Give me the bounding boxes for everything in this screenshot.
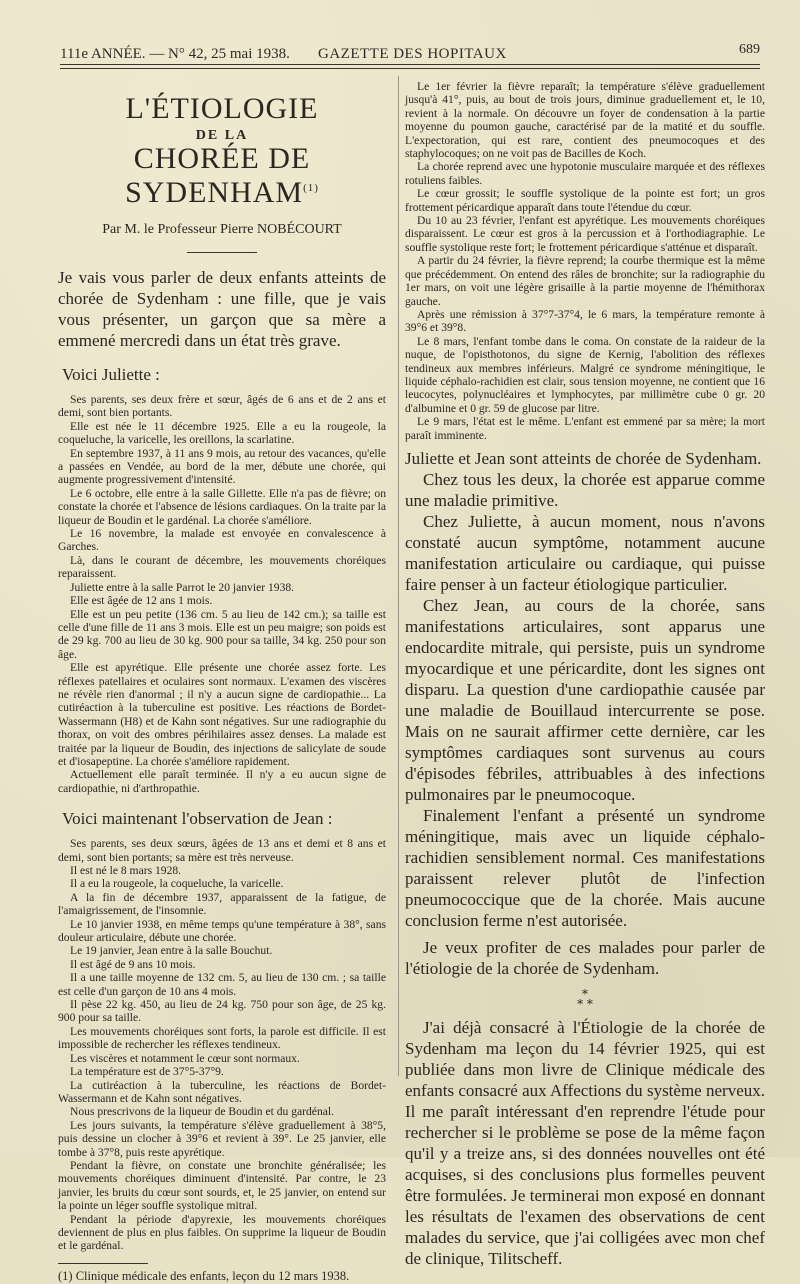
obs-paragraph: En septembre 1937, à 11 ans 9 mois, au retour des vacances, qu'elle a passées en Vendée, au bord de la mer, débute une chorée, qui augmente progressivement d'intensité. — [58, 446, 386, 487]
title-main: CHORÉE DE SYDENHAM — [125, 142, 311, 209]
author-line: Par M. le Professeur Pierre NOBÉCOURT — [102, 222, 342, 237]
title-line-2: DE LA — [195, 128, 249, 143]
right-column — [405, 80, 765, 1269]
body-paragraph: Je veux profiter de ces malades pour parler de l'étiologie de la chorée de Sydenham. — [405, 937, 765, 978]
jean-observation — [58, 837, 386, 1253]
footnote-rule — [58, 1263, 148, 1264]
obs-paragraph: Le 10 janvier 1938, en même temps qu'une température à 38°, sans douleur articulaire, débute une chorée. — [58, 917, 386, 945]
obs-paragraph: Actuellement elle paraît terminée. Il n'y a eu aucun signe de cardiopathie, ni d'arthropathie. — [58, 768, 386, 795]
jean-heading: Voici maintenant l'observation de Jean : — [62, 809, 333, 829]
obs-paragraph: La chorée reprend avec une hypotonie musculaire marquée et des réflexes rotuliens faibles. — [405, 160, 765, 187]
obs-paragraph: Les viscères et notamment le cœur sont normaux. — [70, 1051, 300, 1065]
obs-paragraph: Le 8 mars, l'enfant tombe dans le coma. On constate de la raideur de la nuque, de l'opisthotonos, du signe de Kernig, l'abolition des réflexes tendineux aux membres inférieurs. Malgré ce syndrome méningitique, le liquide céphalo-rachidien est clair, sous tension moyenne, ne contient que 16 leucocytes, polynucléaires et lymphocytes, par millimètre cube 0 gr. 20 d'albumine et 0 gr. 59 de glucose par litre. — [405, 334, 765, 415]
obs-paragraph: Il est âgé de 9 ans 10 mois. — [70, 957, 196, 971]
intro-paragraph: Je vais vous parler de deux enfants atteints de chorée de Sydenham : une fille, que je vais vous présenter, un garçon que sa mère a emmené mercredi dans un état très grave. — [58, 268, 386, 350]
header-rule — [60, 64, 760, 65]
header-rule-double — [60, 68, 760, 69]
obs-paragraph: Elle est âgée de 12 ans 1 mois. — [70, 594, 213, 608]
obs-paragraph: Elle est née le 11 décembre 1925. Elle a eu la rougeole, la coqueluche, la varicelle, les oreillons, la scarlatine. — [58, 419, 386, 447]
page-header — [60, 42, 760, 66]
obs-paragraph: Juliette entre à la salle Parrot le 20 janvier 1938. — [70, 580, 295, 594]
juliette-heading: Voici Juliette : — [62, 365, 160, 384]
body-paragraph: Chez tous les deux, la chorée est apparue comme une maladie primitive. — [405, 469, 765, 510]
obs-paragraph: Là, dans le courant de décembre, les mouvements choréiques reparaissent. — [58, 553, 386, 581]
obs-paragraph: Il a une taille moyenne de 132 cm. 5, au lieu de 130 cm. ; sa taille est celle d'un garçon de 10 ans 4 mois. — [58, 971, 386, 998]
juliette-observation — [58, 393, 386, 795]
obs-paragraph: A la fin de décembre 1937, apparaissent de la fatigue, de l'amaigrissement, de l'insomnie. — [58, 890, 386, 918]
obs-paragraph: Il a eu la rougeole, la coqueluche, la varicelle. — [70, 877, 284, 891]
obs-paragraph: Il pèse 22 kg. 450, au lieu de 24 kg. 750 pour son âge, de 25 kg. 900 pour sa taille. — [58, 998, 386, 1025]
obs-paragraph: Elle est apyrétique. Elle présente une chorée assez forte. Les réflexes patellaires et oculaires sont normaux. L'examen des viscères ne révèle rien d'anormal ; il n'y a aucun signe de cardiopathie... La cutiréaction à la tuberculine est positive. Les réactions de Bordet-Wassermann (H8) et de Kahn sont négatives. Sur une radiographie du thorax, on voit des ombres périhilaires assez denses. La malade est traitée par la liqueur de Boudin, des injections de salicylate de soude et d'iosapeptine. La chorée s'améliore rapidement. — [58, 661, 386, 768]
section-asterism: * * * — [577, 986, 593, 1011]
jean-observation-continued — [405, 80, 765, 442]
obs-paragraph: Nous prescrivons de la liqueur de Boudin et du gardénal. — [70, 1105, 335, 1119]
left-column — [58, 80, 386, 1284]
column-separator — [398, 76, 399, 1076]
obs-paragraph: Le 19 janvier, Jean entre à la salle Bouchut. — [70, 944, 273, 958]
obs-paragraph: Ses parents, ses deux sœurs, âgées de 13 ans et demi et 8 ans et demi, sont bien portants; sa mère est très nerveuse. — [58, 837, 386, 864]
obs-paragraph: Après une rémission à 37°7-37°4, le 6 mars, la température remonte à 39°6 et 39°8. — [405, 307, 765, 335]
obs-paragraph: Le 9 mars, l'état est le même. L'enfant est emmené par sa mère; la mort paraît imminente. — [405, 415, 765, 442]
title-line-1: L'ÉTIOLOGIE — [125, 92, 319, 125]
obs-paragraph: Il est né le 8 mars 1928. — [70, 864, 182, 877]
obs-paragraph: Pendant la période d'apyrexie, les mouvements choréiques deviennent de plus en plus faibles. On supprime la liqueur de Boudin et le gardénal. — [58, 1212, 386, 1253]
obs-paragraph: Du 10 au 23 février, l'enfant est apyrétique. Les mouvements choréiques disparaissent. Le cœur est gros à la percussion et à l'orthodiagraphie. Le souffle systolique reste fort; le frottement péricardique s'atténue et disparaît. — [405, 214, 765, 254]
page-number: 689 — [739, 42, 760, 57]
body-paragraph: Finalement l'enfant a présenté un syndrome méningitique, mais avec un liquide céphalo-rachidien sensiblement normal. Ces manifestations paraissent relever plutôt de l'infection pneumococcique que de la chorée. Mais aucune conclusion ferme n'est autorisée. — [405, 805, 765, 930]
title-line-3 — [58, 142, 386, 210]
obs-paragraph: Le 6 octobre, elle entre à la salle Gillette. Elle n'a pas de fièvre; on constate la chorée et l'absence de lésions cardiaques. On la traite par la liqueur de Boudin et le gardénal. La chorée s'améliore. — [58, 486, 386, 527]
article-title-block — [58, 92, 386, 253]
journal-title: GAZETTE DES HOPITAUX — [318, 46, 507, 62]
footnote: (1) Clinique médicale des enfants, leçon du 12 mars 1938. — [58, 1268, 350, 1283]
obs-paragraph: La cutiréaction à la tuberculine, les réactions de Bordet-Wassermann et de Kahn sont négatives. — [58, 1078, 386, 1105]
obs-paragraph: Ses parents, ses deux frère et sœur, âgés de 6 ans et de 2 ans et demi, sont bien portants. — [58, 393, 386, 420]
issue-line: 111e ANNÉE. — N° 42, 25 mai 1938. — [60, 46, 290, 62]
obs-paragraph: Pendant la fièvre, on constate une bronchite généralisée; les mouvements choréiques diminuent d'intensité. Par contre, le 23 janvier, les bruits du cœur sont sourds, et, le 25 janvier, on entend sur la pointe un léger souffle systolique mitral. — [58, 1158, 386, 1213]
title-footnote-ref: (1) — [303, 182, 319, 194]
title-rule — [187, 252, 257, 253]
obs-paragraph: Le cœur grossit; le souffle systolique de la pointe est fort; un gros frottement péricardique apparaît dans toute l'étendue du cœur. — [405, 187, 765, 214]
body-paragraph: Chez Juliette, à aucun moment, nous n'avons constaté aucun symptôme, notamment aucune manifestation articulaire ou cardiaque, qui puisse faire penser à un facteur étiologique particulier. — [405, 511, 765, 594]
obs-paragraph: Elle est un peu petite (136 cm. 5 au lieu de 142 cm.); sa taille est celle d'une fille de 11 ans 3 mois. Elle est un peu maigre; son poids est de 29 kg. 700 au lieu de 30 kg. 900 pour sa taille, 34 kg. 250 pour son âge. — [58, 607, 386, 661]
obs-paragraph: A partir du 24 février, la fièvre reprend; la courbe thermique est la même que précédemment. On entend des râles de bronchite; sur la radiographie du 1er mars, on voit une légère grisaille à la partie moyenne de l'hémithorax gauche. — [405, 254, 765, 308]
obs-paragraph: La température est de 37°5-37°9. — [70, 1065, 224, 1079]
obs-paragraph: Le 1er février la fièvre reparaît; la température s'élève graduellement jusqu'à 41°, puis, au bout de trois jours, diminue graduellement et, le 10, revient à la normale. On découvre un foyer de condensation à la partie moyenne du poumon gauche, caractérisé par de la matité et du souffle. L'expectoration, qui est rare, contient des pneumocoques et des staphylocoques; on ne voit pas de Bacilles de Koch. — [405, 80, 765, 161]
body-paragraph: Chez Jean, au cours de la chorée, sans manifestations articulaires, sont apparus une endocardite mitrale, qui persiste, puis un syndrome myocardique et une péricardite, dont les signes ont disparu. La question d'une cardiopathie causée par une maladie de Bouillaud intercurrente se pose. Mais on ne saurait affirmer cette dernière, car les symptômes cardiaques sont survenus au cours d'épisodes fébriles, attribuables à des infections pulmonaires par le pneumocoque. — [405, 595, 765, 804]
body-paragraph: J'ai déjà consacré à l'Étiologie de la chorée de Sydenham ma leçon du 14 février 1925, qui est publiée dans mon livre de Clinique médicale des enfants consacré aux Affections du système nerveux. Il me paraît intéressant d'en reprendre l'étude pour rechercher si le problème se pose de la même façon qu'il y a treize ans, si des données nouvelles ont été acquises, si des conclusions plus formelles peuvent être formulées. Je terminerai mon exposé en donnant les résultats de l'examen des observations de cent malades du service, que j'ai colligées avec mon chef de clinique, Tilitscheff. — [405, 1017, 765, 1268]
obs-paragraph: Le 16 novembre, la malade est envoyée en convalescence à Garches. — [58, 527, 386, 554]
obs-paragraph: Les mouvements choréiques sont forts, la parole est difficile. Il est impossible de rechercher les réflexes tendineux. — [58, 1024, 386, 1052]
summary-paragraph: Juliette et Jean sont atteints de chorée de Sydenham. — [405, 448, 762, 468]
obs-paragraph: Les jours suivants, la température s'élève graduellement à 38°5, puis dessine un clocher à 39°6 et revient à 39°. Le 25 janvier, elle tombe à 37°8, puis reste apyrétique. — [58, 1118, 386, 1159]
